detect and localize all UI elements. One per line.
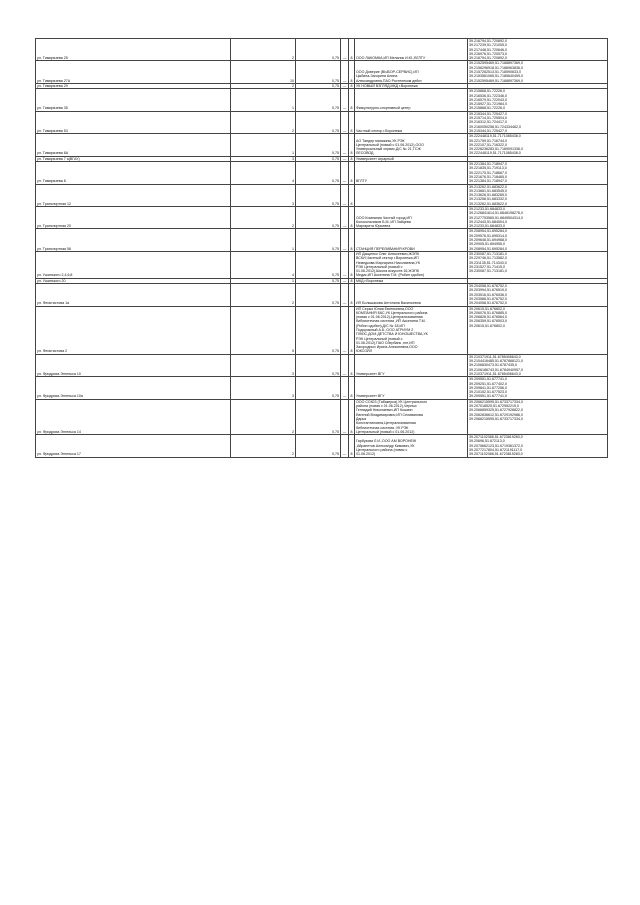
count-cell: 1 (231, 89, 296, 111)
organization-cell: ВГЛТУ (355, 162, 468, 184)
coverage-cell: 0,75 (296, 306, 341, 354)
organization-cell: ИП Дыщенко Олег Алексеевич,ЖЭПК ВСКИ,Частный сектор г.Воронежа,ИП Немедкова Маргарита Николаевна,УК РЭК Центральный (новый с 01.06.2012),Школа искусств 16,ЖЭПК Медик,ИП Аксенина Т.М. (Робин сдобин) (355, 251, 468, 278)
address-cell: ул. Транспортная 12 (36, 184, 231, 206)
coverage-cell: 0,75 (296, 377, 341, 399)
dash-cell: — (341, 111, 349, 133)
count-cell: 2 (231, 435, 296, 457)
count-cell: 5 (231, 306, 296, 354)
table-row (36, 306, 608, 354)
address-cell: ул. Феоктистова 1а (36, 284, 231, 306)
address-cell: ул. Тимирязева 53 (36, 111, 231, 133)
address-cell: ул. Ушинского 20 (36, 278, 231, 283)
coverage-cell: 0,75 (296, 206, 341, 228)
count-cell: 2 (231, 206, 296, 228)
table-row (36, 111, 608, 133)
frequency-cell: 8 (349, 184, 355, 206)
address-cell: ул. Тимирязева 25 (36, 39, 231, 61)
address-cell: ул. Фридриха Энгельса 10а (36, 377, 231, 399)
organization-cell: ООО ЛАКОМКА,ИП Мельник И.Ю.,ВГЛТУ (355, 39, 468, 61)
frequency-cell: 8 (349, 206, 355, 228)
table-row (36, 89, 608, 111)
address-cell: ул. Фридриха Энгельса 10 (36, 354, 231, 376)
coordinates-cell: 39.2152595469,51.7188897369,0 39.2156296918,51.7188963836,0 39.2157262513,51.718590633,0 39.2153561065,51.7185640459,0 39.2152595469,51.7188897369,0 (468, 61, 608, 83)
coverage-cell: 0,75 (296, 156, 341, 161)
coverage-cell: 0,75 (296, 184, 341, 206)
coordinates-cell: 39.221384,51.718947,0 39.221835,51.719113,0 39.222175,51.718667,0 39.221676,51.718465,0 39.221384,51.718947,0 (468, 162, 608, 184)
organization-cell: Университет ВГУ (355, 354, 468, 376)
frequency-cell: 8 (350, 156, 353, 161)
frequency-cell: 8 (349, 435, 355, 457)
coordinates-cell: 39.230087,51.713181,0 39.229746,51.713582,0 39.231135,51.714343,0 39.231527,51.71415,0 39.230087,51.713181,0 (468, 251, 608, 278)
organization-cell: Университет аграрный (355, 156, 468, 161)
frequency-cell: 8 (349, 61, 355, 83)
dash-cell: — (341, 162, 349, 184)
organization-cell: Физкультурно-спортивный центр (355, 89, 468, 111)
coordinates-cell: 39.210371911,51.6785406643,0 39.2104416485,51.6787868121,0 39.2106830473,51.6787435,0 39.2106186743,51.6784940957,0 39.210371911,51.6785406643,0 (468, 354, 608, 376)
organization-cell: ООО Доверие (ВЫБОР-СЕРВИС),ИП Цыбина-Загорина Алина Александровна,ПАО Ростелеком дейст. (355, 61, 468, 83)
dash-cell: — (341, 251, 349, 278)
address-cell: ул. Транспортная 56 (36, 229, 231, 251)
table-row (36, 229, 608, 251)
table-row (36, 377, 608, 399)
table-row (36, 435, 608, 457)
frequency-cell: 8 (349, 229, 355, 251)
organization-cell: ООО Компания Чистый город,ИП Колокольников Б.М.,ИП Зайцева Маргарита Юрьевна (355, 206, 468, 228)
frequency-cell: 8 (349, 284, 355, 306)
frequency-cell: 8 (349, 377, 355, 399)
organization-cell: МКД г.Воронежа (355, 278, 468, 283)
count-cell: 2 (231, 399, 296, 434)
coverage-cell: 0,75 (296, 111, 341, 133)
organization-cell: Гарбузова Л.И.,ООО АМ ВОРОНЕЖ ,Айрапетов Александр Кимович,УК Центрального района (новая с 01.06.2012) (355, 435, 468, 457)
organization-cell: Университет ВГУ (355, 377, 468, 399)
coordinates-cell: 39.21233,51.684833,0 39.2126841614,51.6848198276,0 39.2127753565,51.6845504314,0 39.212443,51.684504,0 39.21233,51.684833,0 (468, 206, 608, 228)
frequency-cell: 8 (349, 89, 355, 111)
dash-cell: — (341, 229, 349, 251)
frequency-cell: 8 (349, 354, 355, 376)
coordinates-cell: 39.213262,51.683622,0 39.213681,51.683545,0 39.213626,51.683265,0 39.213258,51.683332,0 39.213262,51.683622,0 (468, 184, 608, 206)
address-cell: ул. Фридриха Энгельса 17 (36, 435, 231, 457)
dash-cell: — (341, 134, 349, 156)
coordinates-cell: 39.20615,51.676802,0 39.206076,51.676885,0 39.206826,51.676564,0 39.206359,51.676503,0 39.20615,51.676802,0 (468, 306, 608, 354)
address-cell: ул. Тимирязева 6А (36, 134, 231, 156)
coverage-cell: 0,75 (296, 89, 341, 111)
coordinates-cell: 39.215344,51.725427,0 39.215714,51.725504,0 39.216312,51.724417,0 39.2160050258,51.724334462,0 39.215344,51.725427,0 (468, 111, 608, 133)
dash-cell: — (341, 399, 349, 434)
table-row (36, 184, 608, 206)
coverage-cell: 0,75 (296, 435, 341, 457)
coverage-cell: 0,75 (296, 162, 341, 184)
coordinates-cell: 39.2066215595,51.6733717334,0 39.207018525,51.672952219,0 39.2066859325,51.6727928822,0 39.2062836612,51.6729192986,0 39.2066215595,51.6733717334,0 (468, 399, 608, 434)
coordinates-cell: 39.216794,51.720892,0 39.217239,51.721005,0 39.217448,51.720646,0 39.216976,51.720573,0 39.216794,51.720892,0 (468, 39, 608, 61)
dash-cell: — (341, 89, 349, 111)
coverage-cell: 0,75 (296, 134, 341, 156)
count-cell: 3 (231, 156, 296, 161)
table-row (36, 134, 608, 156)
dash-cell: — (341, 39, 349, 61)
frequency-cell: 8 (350, 83, 353, 88)
table-body (36, 39, 608, 458)
count-cell: 2 (231, 39, 296, 61)
address-cell: ул. Тимирязева 29 (36, 83, 231, 88)
address-cell: ул. Тимирязева 8 (36, 162, 231, 184)
table-row (36, 251, 608, 278)
coverage-cell: 0,75 (296, 354, 341, 376)
count-cell: 1 (231, 134, 296, 156)
table-row (36, 399, 608, 434)
frequency-cell: 8 (349, 39, 355, 61)
coverage-cell: 0,75 (296, 229, 341, 251)
organization-cell: ИП Большакова Антонина Васильевна (355, 284, 468, 306)
organization-cell: АО Тандер магазины,УК РЭК Центральный (новый с 01.06.2012),ООО Универсальный сервис,Д/С № 21,ТСЖ ЛЕСОВОД (355, 134, 468, 156)
table-row (36, 354, 608, 376)
frequency-cell: 8 (350, 278, 353, 283)
dash-cell: — (341, 354, 349, 376)
count-cell: 3 (231, 377, 296, 399)
table-row (36, 39, 608, 61)
organization-cell: СТАНЦИЯ ПЕРЕЛИВАНИЯ КРОВИ (355, 229, 468, 251)
count-cell: 1 (231, 229, 296, 251)
coordinates-cell: 39.204058,51.676752,0 39.203994,51.676519,0 39.203516,51.676536,0 39.203586,51.676752,0 39.204058,51.676752,0 (468, 284, 608, 306)
frequency-cell: 8 (349, 111, 355, 133)
organization-cell (355, 184, 468, 206)
dash-cell: — (341, 61, 349, 83)
coverage-cell: 0,75 (296, 399, 341, 434)
coordinates-cell: 39.209551,51.677741,0 39.209251,51.677402,0 39.209841,51.677256,0 39.210152,51.677523,0 39.209551,51.677741,0 (468, 377, 608, 399)
dash-cell: — (341, 377, 349, 399)
frequency-cell: 8 (349, 251, 355, 278)
count-cell: 3 (231, 184, 296, 206)
coordinates-cell: 39.2071102368,51.6723819283,0 39.20696,51.672113,0 39.2075662123,51.6719361372,0 39.2077217804,51.6721191117,0 39.2071102368,51.6723819283,0 (468, 435, 608, 457)
count-cell: 2 (231, 83, 296, 88)
address-cell: ул. Транспортная 20 (36, 206, 231, 228)
count-cell: 2 (231, 111, 296, 133)
frequency-cell: 8 (349, 134, 355, 156)
dash-cell: — (341, 156, 349, 161)
dash-cell: — (341, 83, 349, 88)
address-cell: ул. Ушинского 2,4,6,8 (36, 251, 231, 278)
count-cell: 2 (231, 284, 296, 306)
address-cell: ул. Феоктистова 2 (36, 306, 231, 354)
count-cell: 3 (231, 354, 296, 376)
address-cell: ул. Тимирязева 27А (36, 61, 231, 83)
dash-cell: — (341, 306, 349, 354)
organization-cell: Частный сектор г.Воронежа (355, 111, 468, 133)
organization-cell: ИП Серых Юлия Евгеньевна,ООО КОМПАНИЯ БКС,УК Центрального района (новая с 01.06.2012),Централизованная библиотечная система ,ИП Аксенина Т.М. (Робин сдобин),Д/С № 18,ИП Подорожный А.Б.,ООО АТРИУМ 2 ПЛЮС,ДОМ ДЕТСТВА И ЮНОШЕСТВА,УК РЭК Центральный (новый с 01.06.2012),ПАО Сбербанк ,пгн,ИП Загородных Ирина Алексеевна,ООО ЮКСОЙЛ (355, 306, 468, 354)
address-cell: ул. Тимирязева 7 а(ВГАУ) (36, 156, 231, 161)
dash-cell: — (341, 435, 349, 457)
dash-cell: — (341, 284, 349, 306)
table-row (36, 206, 608, 228)
frequency-cell: 8 (349, 162, 355, 184)
coverage-cell: 0,75 (296, 278, 341, 283)
frequency-cell: 8 (349, 306, 355, 354)
coverage-cell: 0,75 (296, 83, 341, 88)
frequency-cell: 8 (349, 399, 355, 434)
address-cell: ул. Фридриха Энгельса 14 (36, 399, 231, 434)
dash-cell: — (341, 184, 349, 206)
count-cell: 4 (231, 251, 296, 278)
coordinates-cell: 39.215868,51.72226,0 39.216536,51.722346,0 39.216579,51.722043,0 39.215927,51.721984,0 39.215868,51.72226,0 (468, 89, 608, 111)
coverage-cell: 0,75 (296, 284, 341, 306)
coverage-cell: 0,75 (296, 61, 341, 83)
coverage-cell: 0,75 (296, 39, 341, 61)
coordinates-cell: 39.208954,51.695284,0 39.209576,51.695314,0 39.209646,51.694968,0 39.20905,51.694955,0 39.208954,51.695284,0 (468, 229, 608, 251)
table-row (36, 284, 608, 306)
organization-cell: ООО СОЮЗ (Табакерка),УК Центрального района (новая с 01.06.2012),Черных Геннадий Николаевич,ИП Кошкин Евгений Владимирович,ИП Селиванова Дарья Константиновна,Централизованная библиотечная система ,УК РЭК Центральный (новый с 01.06.2012) (355, 399, 468, 434)
coverage-cell: 0,75 (296, 251, 341, 278)
coordinates-cell: 39.222448119,51.7171085438,0 39.221759,51.716744,0 39.222107,51.716322,0 39.2228236283,51.7169091336,0 39.222448119,51.7171085438,0 (468, 134, 608, 156)
count-cell: 4 (231, 162, 296, 184)
count-cell: 1 (231, 278, 296, 283)
organization-cell: УК НОВЫЙ ВЗГЛЯД,МКД г.Воронежа (355, 83, 468, 88)
table-row (36, 162, 608, 184)
dash-cell: — (341, 206, 349, 228)
data-table (35, 38, 608, 458)
count-cell: 10 (231, 61, 296, 83)
table-row (36, 61, 608, 83)
dash-cell: — (341, 278, 349, 283)
address-cell: ул. Тимирязева 35 (36, 89, 231, 111)
